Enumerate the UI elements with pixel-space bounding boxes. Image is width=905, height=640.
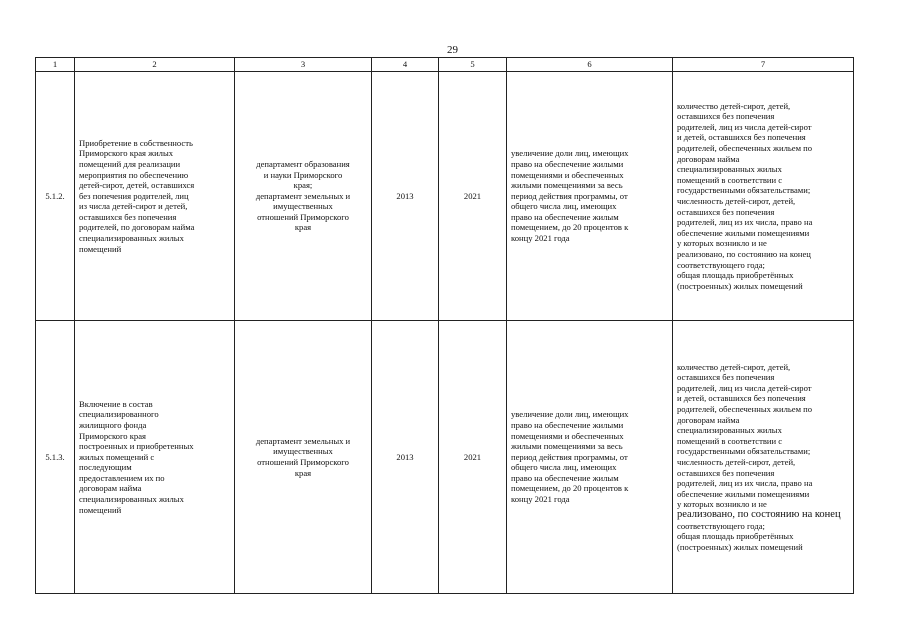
text-line: специализированных жилых [677, 425, 782, 436]
text-line: помещений в соответствии с [677, 174, 783, 185]
text-line: помещений в соответствии с [677, 435, 783, 446]
text-line: края [294, 467, 312, 478]
text-line: Приморского края [79, 430, 146, 441]
text-line: оставшихся без попечения [677, 111, 775, 122]
item-number: 5.1.2. [36, 72, 75, 321]
text-line: предоставлением их по [79, 472, 165, 483]
text-line: помещением, до 20 процентов к [511, 483, 629, 494]
text-line: период действия программы, от [511, 190, 628, 201]
text-line: оставшихся без попечения [677, 467, 775, 478]
text-line: право на обеспечение жилыми [511, 158, 624, 169]
text-line: имущественных [273, 446, 333, 457]
text-line: договорам найма [79, 483, 142, 494]
text-line: специализированных жилых [677, 164, 782, 175]
expected-result [507, 321, 673, 594]
column-header: 3 [235, 58, 372, 72]
text-line: концу 2021 года [511, 494, 570, 505]
column-header: 7 [673, 58, 854, 72]
column-header: 2 [75, 58, 235, 72]
text-line: жилыми помещениями за весь [511, 441, 623, 452]
text-line: родителей, лиц из числа детей-сирот [677, 382, 812, 393]
text-line: численность детей-сирот, детей, [677, 457, 796, 467]
page-number: 29 [447, 44, 458, 56]
measure-name [75, 321, 235, 594]
text-line: помещениями и обеспеченных [511, 430, 624, 441]
text-line: общая площадь приобретённых [677, 531, 794, 542]
start-year: 2013 [372, 72, 439, 321]
text-line: специализированных жилых [79, 233, 184, 244]
executor [235, 72, 372, 321]
text-line: реализовано, по состоянию на конец [677, 508, 841, 520]
text-line: и детей, оставшихся без попечения [677, 393, 806, 404]
text-line: департамент земельных и [255, 435, 351, 446]
text-line: отношений Приморского [257, 457, 349, 467]
text-line: детей-сирот, детей, оставшихся [79, 180, 195, 191]
text-line: департамент образования [256, 158, 350, 169]
text-line: договорам найма [677, 153, 740, 164]
text-line: период действия программы, от [511, 451, 628, 462]
text-line: право на обеспечение жилыми [511, 419, 624, 430]
end-year: 2021 [439, 72, 507, 321]
text-line: родителей, лиц из их числа, право на [677, 217, 813, 228]
text-line: последующим [79, 462, 132, 473]
text-line: родителей, по договорам найма [79, 222, 195, 233]
text-line: количество детей-сирот, детей, [677, 100, 791, 111]
text-line: помещений [79, 243, 122, 254]
text-line: департамент земельных и [255, 190, 351, 201]
text-line: родителей, обеспеченных жильем по [677, 404, 813, 415]
item-number: 5.1.3. [36, 321, 75, 594]
text-line: отношений Приморского [257, 211, 349, 222]
text-line: соответствующего года; [677, 520, 765, 531]
text-line: жилыми помещениями за весь [511, 180, 623, 191]
text-line: специализированных жилых [79, 494, 184, 505]
text-line: помещением, до 20 процентов к [511, 222, 629, 233]
executor [235, 321, 372, 594]
text-line: родителей, лиц из их числа, право на [677, 478, 813, 489]
text-line: Приобретение в собственность [79, 137, 193, 148]
text-line: имущественных [273, 201, 333, 212]
table-row [36, 72, 854, 321]
column-header: 6 [507, 58, 673, 72]
text-line: родителей, обеспеченных жильем по [677, 143, 813, 154]
text-line: мероприятия по обеспечению [79, 169, 189, 180]
text-line: концу 2021 года [511, 233, 570, 244]
text-line: обеспечение жилыми помещениями [677, 227, 810, 238]
text-line: оставшихся без попечения [677, 372, 775, 383]
text-line: (построенных) жилых помещений [677, 541, 803, 552]
indicators [673, 321, 854, 594]
text-line: Включение в состав [79, 398, 153, 409]
text-line: увеличение доли лиц, имеющих [511, 409, 629, 420]
text-line: и науки Приморского [263, 169, 343, 180]
text-line: края; [293, 180, 313, 191]
text-line: Приморского края жилых [79, 148, 174, 159]
start-year: 2013 [372, 321, 439, 594]
text-line: общего числа лиц, имеющих [511, 462, 617, 473]
text-line: увеличение доли лиц, имеющих [511, 148, 629, 159]
end-year: 2021 [439, 321, 507, 594]
program-table [35, 57, 854, 594]
text-line: из числа детей-сирот и детей, [79, 201, 188, 212]
text-line: договорам найма [677, 414, 740, 425]
measure-name [75, 72, 235, 321]
text-line: помещениями и обеспеченных [511, 169, 624, 180]
text-line: оставшихся без попечения [79, 211, 177, 222]
text-line: построенных и приобретенных [79, 441, 194, 452]
column-number-row [36, 58, 854, 72]
text-line: специализированного [79, 409, 159, 420]
text-line: (построенных) жилых помещений [677, 280, 803, 291]
text-line: и детей, оставшихся без попечения [677, 132, 806, 143]
text-line: обеспечение жилыми помещениями [677, 488, 810, 499]
text-line: жилищного фонда [79, 419, 147, 430]
expected-result [507, 72, 673, 321]
column-header: 4 [372, 58, 439, 72]
text-line: государственными обязательствами; [677, 446, 811, 457]
text-line: численность детей-сирот, детей, [677, 196, 796, 206]
text-line: у которых возникло и не [677, 238, 767, 249]
column-header: 1 [36, 58, 75, 72]
text-line: право на обеспечение жилым [511, 472, 619, 483]
text-line: помещений для реализации [79, 158, 181, 169]
text-line: соответствующего года; [677, 259, 765, 270]
text-line: без попечения родителей, лиц [79, 190, 189, 201]
text-line: оставшихся без попечения [677, 206, 775, 217]
table-row [36, 321, 854, 594]
text-line: у которых возникло и не [677, 499, 767, 510]
indicators [673, 72, 854, 321]
column-header: 5 [439, 58, 507, 72]
text-line: родителей, лиц из числа детей-сирот [677, 121, 812, 132]
text-line: право на обеспечение жилым [511, 211, 619, 222]
text-line: реализовано, по состоянию на конец [677, 248, 811, 259]
text-line: государственными обязательствами; [677, 185, 811, 196]
text-line: края [294, 222, 312, 233]
text-line: жилых помещений с [79, 451, 155, 462]
text-line: количество детей-сирот, детей, [677, 361, 791, 372]
text-line: помещений [79, 504, 122, 515]
text-line: общая площадь приобретённых [677, 270, 794, 281]
text-line: общего числа лиц, имеющих [511, 201, 617, 212]
